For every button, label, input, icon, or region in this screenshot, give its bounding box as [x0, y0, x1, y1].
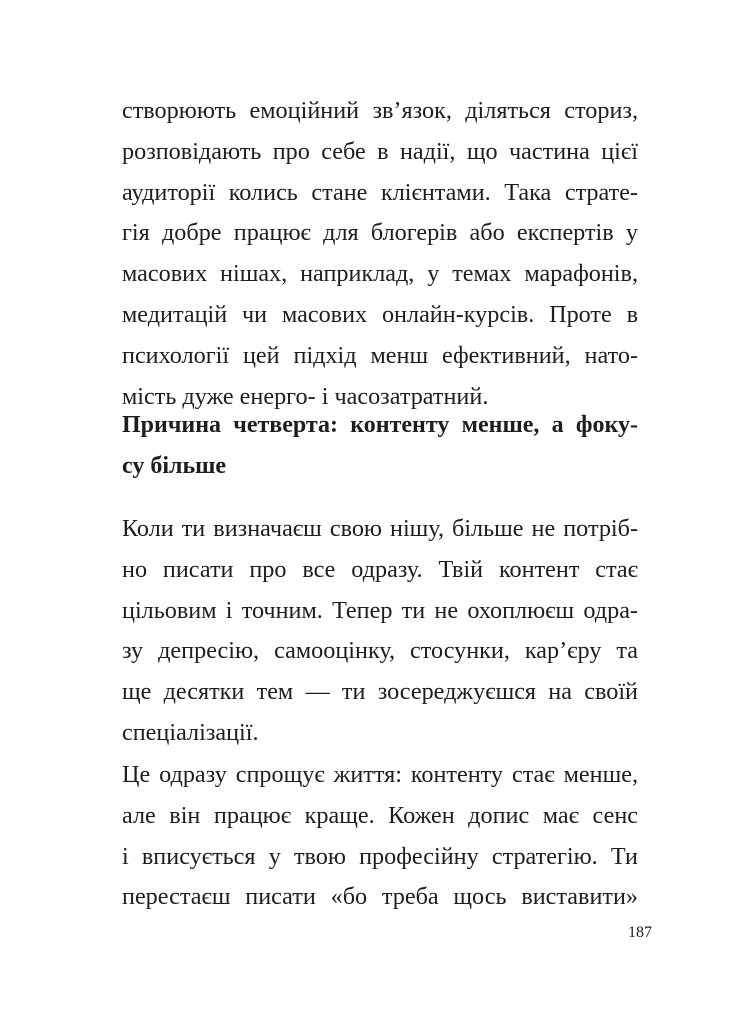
text-line: гія добре працює для блогерів або експертів у: [122, 219, 638, 247]
text-line: і вписується у твою професійну стратегію. Ти: [122, 842, 638, 870]
text-line: но писати про все одразу. Твій контент стає: [122, 555, 638, 583]
paragraph-2: [122, 509, 638, 754]
heading-line: Причина четверта: контенту менше, а фоку-: [122, 412, 638, 438]
text-line: зу депресію, самооцінку, стосунки, кар’єру та: [122, 637, 638, 665]
page-number: 187: [628, 924, 652, 941]
heading-line: су більше: [122, 452, 227, 479]
text-line: медитацій чи масових онлайн-курсів. Проте в: [122, 300, 638, 328]
text-line: ще десятки тем — ти зосереджуєшся на своїй: [122, 678, 638, 706]
text-line: але він працює краще. Кожен допис має сенс: [122, 801, 638, 829]
section-heading: [122, 405, 638, 487]
text-line: розповідають про себе в надії, що частина цієї: [122, 137, 638, 165]
text-line: мість дуже енерго- і часозатратний.: [122, 382, 489, 410]
paragraph-3: [122, 755, 638, 918]
text-line: масових нішах, наприклад, у темах марафонів,: [122, 260, 638, 288]
paragraph-1: [122, 91, 638, 417]
text-line: перестаєш писати «бо треба щось виставити»: [122, 883, 638, 911]
text-line: спеціалізації.: [122, 718, 259, 746]
text-line: створюють емоційний зв’язок, діляться сториз,: [122, 97, 638, 124]
text-line: Коли ти визначаєш свою нішу, більше не потріб-: [122, 515, 638, 542]
text-line: цільовим і точним. Тепер ти не охоплюєш одра-: [122, 596, 638, 624]
text-line: психології цей підхід менш ефективний, нато-: [122, 341, 638, 369]
text-line: аудиторії колись стане клієнтами. Така страте-: [122, 178, 638, 206]
text-line: Це одразу спрощує життя: контенту стає менше,: [122, 761, 638, 788]
